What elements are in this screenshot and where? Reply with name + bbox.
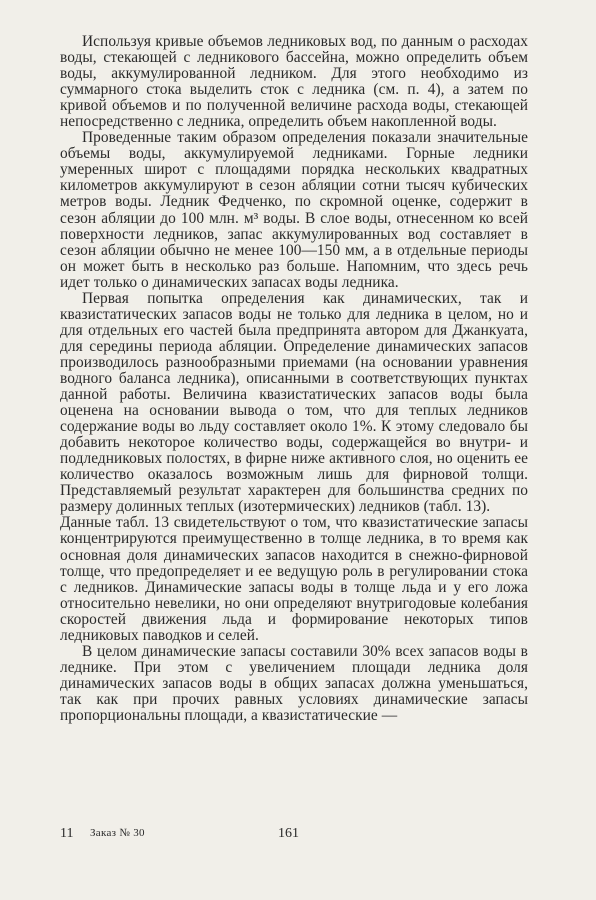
- signature-number: 11: [60, 826, 74, 841]
- paragraph-5: В целом динамические запасы составили 30% всех запасов воды в леднике. При этом с увеличением площади ледника доля динамических запасов воды в общих запасах должна уменьшаться, так как при прочих равных условиях динамические запасы пропорциональны площади, а квазистатические —: [60, 642, 528, 724]
- print-order: Заказ № 30: [90, 827, 145, 839]
- paragraph-3: Первая попытка определения как динамических, так и квазистатических запасов воды не только для ледника в целом, но и для отдельных его частей была предпринята автором для Джанкуата, для середины периода абляции. Определение динамических запасов производилось разнообразными приемами (на основании уравнения водного баланса ледника), описанными в соответствующих пунктах данной работы. Величина квазистатических запасов воды была оценена на основании вывода о том, что для теплых ледников содержание воды во льду составляет около 1%. К этому следовало бы добавить некоторое количество воды, содержащейся во внутри- и подледниковых полостях, в фирне ниже активного слоя, но оценить ее количество оказалось возможным лишь для фирновой толщи. Представляемый результат характерен для большинства средних по размеру долинных теплых (изотермических) ледников (табл. 13).: [60, 289, 528, 516]
- body-text: [60, 34, 528, 724]
- paragraph-2: Проведенные таким образом определения показали значительные объемы воды, аккумулируемой ледниками. Горные ледники умеренных широт с площадями порядка нескольких квадратных километров аккумулируют в сезон абляции сотни тысяч кубических метров воды. Ледник Федченко, по скромной оценке, содержит в сезон абляции до 100 млн. м³ воды. В слое воды, отнесенном ко всей поверхности ледников, запас аккумулированных вод составляет в сезон абляции обычно не менее 100—150 мм, а в отдельные периоды он может быть в несколько раз больше. Напомним, что здесь речь идет только о динамических запасах воды ледника.: [60, 129, 528, 291]
- paragraph-4: Данные табл. 13 свидетельствуют о том, что квазистатические запасы концентрируются преимущественно в толще ледника, в то время как основная доля динамических запасов находится в снежно-фирновой толще, что предопределяет и ее ведущую роль в регулировании стока с ледников. Динамические запасы воды в толще льда и у его ложа относительно невелики, но они определяют внутригодовые колебания скоростей движения льда и формирование некоторых типов ледниковых паводков и селей.: [60, 514, 528, 644]
- page-footer: [60, 826, 528, 846]
- page-number: 161: [278, 826, 299, 841]
- paragraph-1: Используя кривые объемов ледниковых вод, по данным о расходах воды, стекающей с ледникового бассейна, можно определить объем воды, аккумулированной ледником. Для этого необходимо из суммарного стока выделить сток с ледника (см. п. 4), а затем по кривой объемов и по полученной величине расхода воды, стекающей непосредственно с ледника, определить объем накопленной воды.: [60, 33, 528, 131]
